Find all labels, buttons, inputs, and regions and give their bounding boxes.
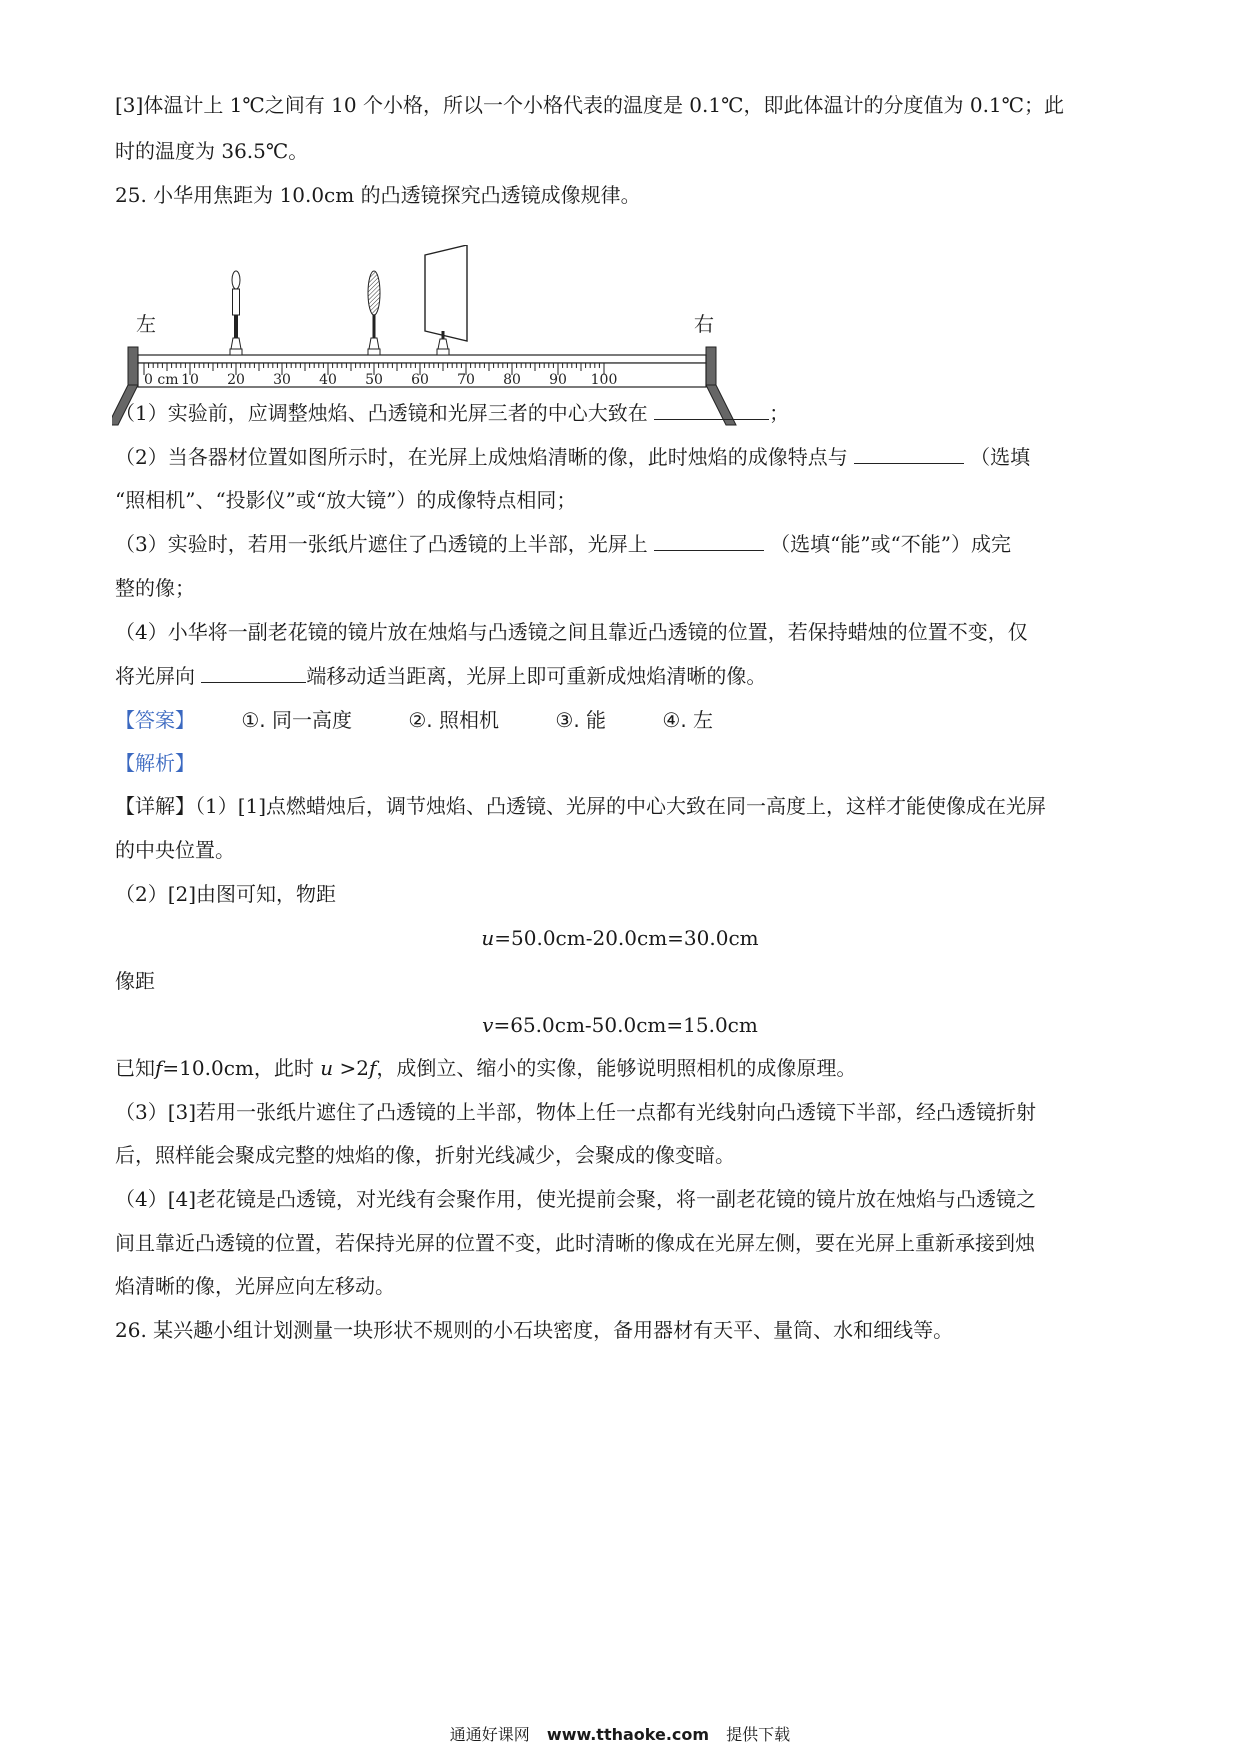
scale-tick-label: 0 cm bbox=[144, 372, 179, 388]
equation-image-distance bbox=[0, 1010, 1240, 1040]
text: ，成倒立、缩小的实像，能够说明照相机的成像原理。 bbox=[376, 1056, 857, 1080]
answer-blank bbox=[654, 532, 764, 551]
answer-3: ③. 能 bbox=[555, 708, 607, 732]
lens-glass bbox=[368, 271, 380, 315]
convex-lens bbox=[368, 271, 380, 355]
answer-blank bbox=[654, 401, 769, 420]
scale-tick-label: 50 bbox=[365, 372, 383, 388]
paragraph-line: 的中央位置。 bbox=[115, 838, 235, 862]
answer-blank bbox=[854, 445, 964, 464]
left-label: 左 bbox=[136, 312, 156, 336]
paragraph-line: 整的像； bbox=[115, 576, 195, 600]
paragraph-line bbox=[115, 1053, 1125, 1083]
text: （选填“能”或“不能”）成完 bbox=[770, 532, 1011, 556]
footer-suffix: 提供下载 bbox=[726, 1725, 791, 1744]
equation-object-distance bbox=[0, 923, 1240, 953]
lens-base bbox=[368, 349, 380, 355]
analysis-label: 【解析】 bbox=[115, 751, 195, 775]
candle-base bbox=[230, 349, 242, 355]
scale-tick-label: 80 bbox=[503, 372, 521, 388]
right-post bbox=[706, 347, 716, 385]
question-25-title: 25. 小华用焦距为 10.0cm 的凸透镜探究凸透镜成像规律。 bbox=[115, 183, 641, 207]
question-25-part-4-cont bbox=[115, 661, 1125, 691]
paragraph-line: 【详解】（1）[1]点燃蜡烛后，调节烛焰、凸透镜、光屏的中心大致在同一高度上，这样才能使像成在光屏 bbox=[115, 794, 1047, 818]
text: =10.0cm，此时 bbox=[162, 1056, 321, 1080]
text: >2 bbox=[333, 1056, 369, 1080]
answer-2: ②. 照相机 bbox=[408, 708, 500, 732]
equation-text: =65.0cm-50.0cm=15.0cm bbox=[493, 1013, 758, 1037]
question-26-title: 26. 某兴趣小组计划测量一块形状不规则的小石块密度，备用器材有天平、量筒、水和细线等。 bbox=[115, 1318, 954, 1342]
scale-tick-label: 20 bbox=[227, 372, 245, 388]
candle-flame bbox=[232, 271, 240, 289]
answer-label: 【答案】 bbox=[115, 708, 195, 732]
var-v: v bbox=[482, 1013, 494, 1037]
paragraph-line: 像距 bbox=[115, 969, 155, 993]
var-f: f bbox=[368, 1056, 377, 1080]
text: 已知 bbox=[115, 1056, 155, 1080]
answer-1: ①. 同一高度 bbox=[241, 708, 353, 732]
paragraph-line: 时的温度为 36.5℃。 bbox=[115, 139, 309, 163]
paragraph-line: 间且靠近凸透镜的位置，若保持光屏的位置不变，此时清晰的像成在光屏左侧，要在光屏上重新承接到烛 bbox=[115, 1231, 1035, 1255]
candle-body bbox=[233, 289, 240, 315]
scale-tick-label: 10 bbox=[181, 372, 199, 388]
right-label: 右 bbox=[694, 312, 714, 336]
scale-tick-label: 60 bbox=[411, 372, 429, 388]
text: （3）实验时，若用一张纸片遮住了凸透镜的上半部，光屏上 bbox=[115, 532, 655, 556]
footer-site-name: 通通好课网 bbox=[449, 1725, 530, 1744]
paragraph-line: （2）[2]由图可知，物距 bbox=[115, 882, 337, 906]
text: ； bbox=[769, 401, 790, 425]
screen-holder bbox=[438, 339, 448, 349]
candle bbox=[230, 271, 242, 355]
text: 端移动适当距离，光屏上即可重新成烛焰清晰的像。 bbox=[306, 664, 767, 688]
footer-url[interactable]: www.tthaoke.com bbox=[546, 1725, 710, 1744]
question-25-part-1 bbox=[115, 398, 1125, 428]
scale-tick-label: 30 bbox=[273, 372, 291, 388]
scale-tick-label: 100 bbox=[590, 372, 618, 388]
paragraph-line: （4）[4]老花镜是凸透镜，对光线有会聚作用，使光提前会聚，将一副老花镜的镜片放在烛焰与凸透镜之 bbox=[115, 1187, 1037, 1211]
light-screen bbox=[425, 245, 467, 355]
rail bbox=[138, 355, 706, 363]
text: （选填 bbox=[970, 445, 1031, 469]
text: 将光屏向 bbox=[115, 664, 202, 688]
paragraph-line: 焰清晰的像，光屏应向左移动。 bbox=[115, 1274, 395, 1298]
lens-holder bbox=[369, 338, 379, 349]
screen-panel bbox=[425, 245, 467, 341]
scale-tick-label: 70 bbox=[457, 372, 475, 388]
paragraph-line: “照相机”、“投影仪”或“放大镜”）的成像特点相同； bbox=[115, 488, 577, 512]
answer-blank bbox=[201, 664, 306, 683]
left-post bbox=[128, 347, 138, 385]
scale-tick-label: 40 bbox=[319, 372, 337, 388]
footer bbox=[0, 1722, 1240, 1745]
question-25-part-3 bbox=[115, 529, 1125, 559]
text: （1）实验前，应调整烛焰、凸透镜和光屏三者的中心大致在 bbox=[115, 401, 655, 425]
var-u: u bbox=[481, 926, 495, 950]
var-f: f bbox=[155, 1056, 163, 1080]
var-u: u bbox=[320, 1056, 334, 1080]
paragraph-line: 后，照样能会聚成完整的烛焰的像，折射光线减少，会聚成的像变暗。 bbox=[115, 1143, 735, 1167]
paragraph-line: （3）[3]若用一张纸片遮住了凸透镜的上半部，物体上任一点都有光线射向凸透镜下半部，经凸透镜折射 bbox=[115, 1100, 1037, 1124]
question-25-part-4: （4）小华将一副老花镜的镜片放在烛焰与凸透镜之间且靠近凸透镜的位置，若保持蜡烛的位置不变，仅 bbox=[115, 620, 1028, 644]
question-25-part-2 bbox=[115, 442, 1125, 472]
candle-holder bbox=[231, 338, 241, 349]
paragraph-line: [3]体温计上 1℃之间有 10 个小格，所以一个小格代表的温度是 0.1℃，即此体温计的分度值为 0.1℃；此 bbox=[115, 93, 1065, 117]
screen-base bbox=[437, 349, 449, 355]
answer-4: ④. 左 bbox=[662, 708, 714, 732]
scale-tick-label: 90 bbox=[549, 372, 567, 388]
equation-text: =50.0cm-20.0cm=30.0cm bbox=[494, 926, 759, 950]
text: （2）当各器材位置如图所示时，在光屏上成烛焰清晰的像，此时烛焰的成像特点与 bbox=[115, 445, 855, 469]
answer-row bbox=[115, 705, 1125, 735]
